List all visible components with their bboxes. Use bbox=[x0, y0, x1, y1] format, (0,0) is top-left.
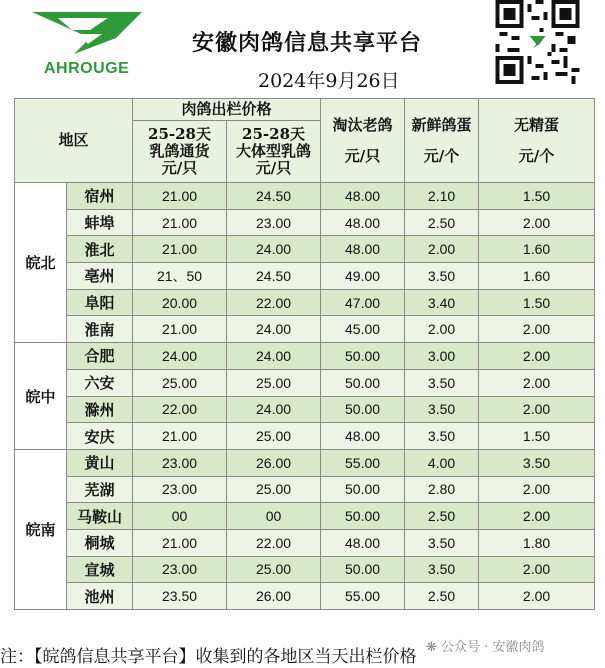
price-cell-c4: 2.50 bbox=[405, 209, 479, 236]
price-cell-c3: 50.00 bbox=[321, 476, 405, 503]
price-cell-c4: 3.50 bbox=[405, 423, 479, 450]
header-col1-unit: 元/只 bbox=[161, 159, 198, 177]
price-cell-c1: 25.00 bbox=[133, 369, 227, 396]
header-col2 bbox=[227, 121, 321, 183]
price-cell-c1: 21.00 bbox=[133, 183, 227, 210]
logo-text: AHROUGE bbox=[44, 60, 130, 77]
price-cell-c3: 47.00 bbox=[321, 289, 405, 316]
price-cell-c1: 23.00 bbox=[133, 556, 227, 583]
page-title: 安徽肉鸽信息共享平台 bbox=[192, 30, 423, 56]
price-cell-c5: 2.00 bbox=[479, 476, 595, 503]
table-row bbox=[15, 583, 595, 610]
city-cell: 阜阳 bbox=[67, 289, 133, 316]
header-col1 bbox=[133, 121, 227, 183]
price-cell-c3: 48.00 bbox=[321, 236, 405, 263]
qr-code-icon bbox=[490, 0, 585, 84]
price-cell-c1: 20.00 bbox=[133, 289, 227, 316]
city-cell: 蚌埠 bbox=[67, 209, 133, 236]
price-cell-c2: 25.00 bbox=[227, 369, 321, 396]
price-cell-c5: 2.00 bbox=[479, 503, 595, 530]
price-cell-c1: 21.00 bbox=[133, 236, 227, 263]
city-cell: 马鞍山 bbox=[67, 503, 133, 530]
header-col4 bbox=[405, 99, 479, 183]
price-cell-c1: 21、50 bbox=[133, 263, 227, 290]
price-cell-c1: 21.00 bbox=[133, 423, 227, 450]
price-cell-c4: 2.10 bbox=[405, 183, 479, 210]
region-cell: 皖中 bbox=[15, 343, 67, 450]
price-cell-c4: 3.50 bbox=[405, 556, 479, 583]
price-cell-c4: 3.50 bbox=[405, 369, 479, 396]
header-col1-days: 25-28天 bbox=[148, 125, 211, 143]
table-row bbox=[15, 556, 595, 583]
header-col2-title: 大体型乳鸽 bbox=[236, 142, 312, 160]
price-cell-c4: 2.00 bbox=[405, 236, 479, 263]
city-cell: 桐城 bbox=[67, 529, 133, 556]
table-row bbox=[15, 236, 595, 263]
price-cell-c2: 26.00 bbox=[227, 449, 321, 476]
city-cell: 芜湖 bbox=[67, 476, 133, 503]
header-col5-title: 无精蛋 bbox=[514, 115, 560, 134]
city-cell: 淮北 bbox=[67, 236, 133, 263]
report-date: 2024年9月26日 bbox=[258, 70, 400, 92]
price-cell-c5: 1.80 bbox=[479, 529, 595, 556]
price-cell-c5: 2.00 bbox=[479, 316, 595, 343]
header-col3 bbox=[321, 99, 405, 183]
price-cell-c3: 49.00 bbox=[321, 263, 405, 290]
price-cell-c5: 2.00 bbox=[479, 343, 595, 370]
header-col2-unit: 元/只 bbox=[255, 159, 292, 177]
price-cell-c3: 50.00 bbox=[321, 396, 405, 423]
city-cell: 淮南 bbox=[67, 316, 133, 343]
dove-logo-icon bbox=[28, 8, 146, 58]
price-cell-c5: 1.50 bbox=[479, 289, 595, 316]
price-cell-c2: 25.00 bbox=[227, 423, 321, 450]
price-cell-c5: 2.00 bbox=[479, 556, 595, 583]
price-cell-c2: 25.00 bbox=[227, 556, 321, 583]
price-cell-c3: 45.00 bbox=[321, 316, 405, 343]
table-row bbox=[15, 503, 595, 530]
header-price-group: 肉鸽出栏价格 bbox=[133, 99, 321, 121]
ahrouge-logo bbox=[28, 8, 146, 78]
price-cell-c5: 1.60 bbox=[479, 263, 595, 290]
price-cell-c3: 48.00 bbox=[321, 209, 405, 236]
price-cell-c4: 3.40 bbox=[405, 289, 479, 316]
price-cell-c1: 22.00 bbox=[133, 396, 227, 423]
price-cell-c5: 3.50 bbox=[479, 449, 595, 476]
city-cell: 宣城 bbox=[67, 556, 133, 583]
watermark-text: 公众号 · 安徽肉鸽 bbox=[441, 640, 545, 655]
price-cell-c2: 24.00 bbox=[227, 236, 321, 263]
price-cell-c4: 2.50 bbox=[405, 503, 479, 530]
city-cell: 安庆 bbox=[67, 423, 133, 450]
price-cell-c5: 1.60 bbox=[479, 236, 595, 263]
price-cell-c3: 55.00 bbox=[321, 583, 405, 610]
price-cell-c3: 50.00 bbox=[321, 343, 405, 370]
price-cell-c2: 22.00 bbox=[227, 289, 321, 316]
price-cell-c1: 00 bbox=[133, 503, 227, 530]
city-cell: 合肥 bbox=[67, 343, 133, 370]
header-col4-unit: 元/个 bbox=[423, 146, 460, 165]
price-cell-c5: 2.00 bbox=[479, 396, 595, 423]
header-region: 地区 bbox=[15, 99, 133, 183]
price-cell-c5: 1.50 bbox=[479, 423, 595, 450]
wechat-icon: ❋ bbox=[426, 640, 437, 655]
price-table bbox=[14, 98, 595, 610]
table-row bbox=[15, 263, 595, 290]
price-cell-c2: 00 bbox=[227, 503, 321, 530]
city-cell: 宿州 bbox=[67, 183, 133, 210]
table-row bbox=[15, 476, 595, 503]
city-cell: 滁州 bbox=[67, 396, 133, 423]
price-cell-c5: 2.00 bbox=[479, 209, 595, 236]
city-cell: 六安 bbox=[67, 369, 133, 396]
price-cell-c2: 24.50 bbox=[227, 183, 321, 210]
price-cell-c3: 48.00 bbox=[321, 423, 405, 450]
header-col3-title: 淘汰老鸽 bbox=[332, 115, 393, 134]
price-cell-c4: 3.50 bbox=[405, 263, 479, 290]
price-cell-c4: 2.80 bbox=[405, 476, 479, 503]
city-cell: 亳州 bbox=[67, 263, 133, 290]
price-cell-c2: 26.00 bbox=[227, 583, 321, 610]
price-cell-c5: 2.00 bbox=[479, 369, 595, 396]
price-cell-c3: 50.00 bbox=[321, 556, 405, 583]
city-cell: 池州 bbox=[67, 583, 133, 610]
price-table-body bbox=[15, 183, 595, 610]
header-col5 bbox=[479, 99, 595, 183]
price-cell-c4: 3.00 bbox=[405, 343, 479, 370]
table-row bbox=[15, 529, 595, 556]
price-cell-c4: 2.50 bbox=[405, 583, 479, 610]
price-cell-c2: 24.50 bbox=[227, 263, 321, 290]
table-row bbox=[15, 343, 595, 370]
header-col2-days: 25-28天 bbox=[242, 125, 306, 143]
price-cell-c2: 23.00 bbox=[227, 209, 321, 236]
table-row bbox=[15, 209, 595, 236]
price-cell-c4: 2.00 bbox=[405, 316, 479, 343]
price-cell-c3: 48.00 bbox=[321, 529, 405, 556]
price-cell-c3: 48.00 bbox=[321, 183, 405, 210]
price-cell-c2: 24.00 bbox=[227, 343, 321, 370]
city-cell: 黄山 bbox=[67, 449, 133, 476]
price-cell-c3: 55.00 bbox=[321, 449, 405, 476]
price-cell-c2: 24.00 bbox=[227, 396, 321, 423]
header-col1-title: 乳鸽通货 bbox=[149, 142, 210, 160]
price-cell-c1: 23.00 bbox=[133, 476, 227, 503]
table-row bbox=[15, 396, 595, 423]
price-cell-c4: 3.50 bbox=[405, 396, 479, 423]
table-row bbox=[15, 316, 595, 343]
table-row bbox=[15, 423, 595, 450]
price-cell-c3: 50.00 bbox=[321, 369, 405, 396]
price-cell-c1: 21.00 bbox=[133, 529, 227, 556]
price-cell-c4: 4.00 bbox=[405, 449, 479, 476]
footer-note: 注：【皖鸽信息共享平台】收集到的各地区当天出栏价格 bbox=[0, 647, 417, 667]
header-col5-unit: 元/个 bbox=[518, 146, 555, 165]
region-cell: 皖南 bbox=[15, 449, 67, 609]
price-cell-c1: 23.50 bbox=[133, 583, 227, 610]
price-cell-c4: 3.50 bbox=[405, 529, 479, 556]
price-cell-c2: 22.00 bbox=[227, 529, 321, 556]
price-cell-c1: 23.00 bbox=[133, 449, 227, 476]
table-row bbox=[15, 449, 595, 476]
header-col4-title: 新鲜鸽蛋 bbox=[411, 115, 472, 134]
watermark bbox=[426, 636, 544, 655]
price-cell-c1: 24.00 bbox=[133, 343, 227, 370]
price-cell-c2: 25.00 bbox=[227, 476, 321, 503]
price-cell-c1: 21.00 bbox=[133, 209, 227, 236]
price-cell-c2: 24.00 bbox=[227, 316, 321, 343]
header-col3-unit: 元/只 bbox=[344, 146, 381, 165]
table-row bbox=[15, 369, 595, 396]
price-cell-c3: 50.00 bbox=[321, 503, 405, 530]
table-row bbox=[15, 183, 595, 210]
table-row bbox=[15, 289, 595, 316]
region-cell: 皖北 bbox=[15, 183, 67, 343]
price-cell-c1: 21.00 bbox=[133, 316, 227, 343]
price-cell-c5: 2.00 bbox=[479, 583, 595, 610]
price-cell-c5: 1.50 bbox=[479, 183, 595, 210]
